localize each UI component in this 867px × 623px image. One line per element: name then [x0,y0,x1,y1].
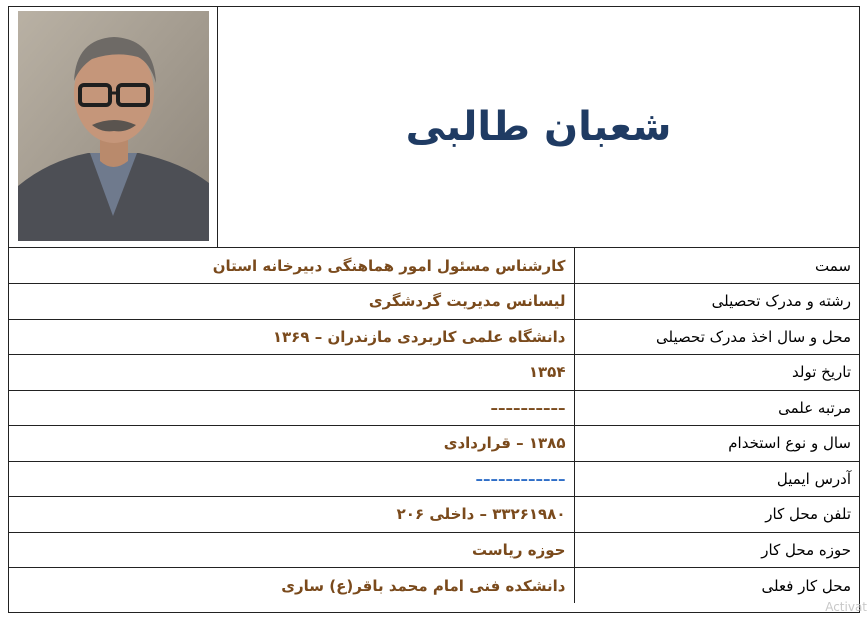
table-row [9,284,859,320]
row-value: دانشگاه علمی کاربردی مازندران – ۱۳۶۹ [9,319,574,355]
portrait-photo [18,11,209,241]
row-value: ۱۳۵۴ [9,355,574,391]
table-row [9,390,859,426]
row-value: لیسانس مدیریت گردشگری [9,284,574,320]
row-label: تلفن محل کار [574,497,859,533]
table-row [9,426,859,462]
row-label: محل کار فعلی [574,568,859,604]
row-label: تاریخ تولد [574,355,859,391]
row-label: آدرس ایمیل [574,461,859,497]
info-table [9,248,859,603]
table-row [9,568,859,604]
table-row [9,248,859,284]
profile-card [8,6,860,613]
person-name: شعبان طالبی [405,104,672,150]
row-label: حوزه محل کار [574,532,859,568]
row-label: مرتبه علمی [574,390,859,426]
profile-header [9,7,859,248]
row-label: سال و نوع استخدام [574,426,859,462]
row-value: ۳۳۲۶۱۹۸۰ – داخلی ۲۰۶ [9,497,574,533]
row-value: دانشکده فنی امام محمد باقر(ع) ساری [9,568,574,604]
row-value: ۱۳۸۵ – قراردادی [9,426,574,462]
row-value: –––––––––– [9,390,574,426]
activation-watermark: Activat [825,600,867,614]
table-row [9,355,859,391]
table-row [9,497,859,533]
row-label: رشته و مدرک تحصیلی [574,284,859,320]
photo-cell [9,7,218,247]
row-value: کارشناس مسئول امور هماهنگی دبیرخانه استان [9,248,574,284]
table-row [9,319,859,355]
row-label: محل و سال اخذ مدرک تحصیلی [574,319,859,355]
table-row [9,532,859,568]
row-label: سمت [574,248,859,284]
table-row [9,461,859,497]
row-value: –––––––––––– [9,461,574,497]
row-value: حوزه ریاست [9,532,574,568]
